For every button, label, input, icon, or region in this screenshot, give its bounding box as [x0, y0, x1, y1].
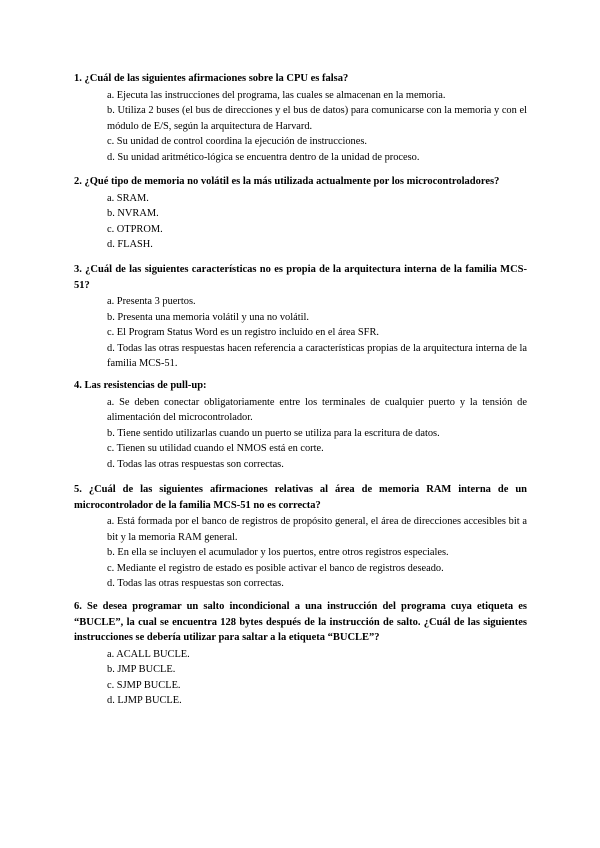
- question-4-option-c: c. Tienen su utilidad cuando el NMOS está en corte.: [107, 443, 324, 454]
- question-1-option-a: a. Ejecuta las instrucciones del programa, las cuales se almacenan en la memoria.: [107, 89, 446, 101]
- question-1-option-b: b. Utiliza 2 buses (el bus de direcciones y el bus de datos) para comunicarse con la memoria y con el módulo de E/S, según la arquitectura de Harvard.: [107, 105, 527, 132]
- question-5-option-c: c. Mediante el registro de estado es posible activar el banco de registros deseado.: [107, 562, 444, 574]
- question-4: [74, 378, 527, 472]
- question-6-text: 6. Se desea programar un salto incondicional a una instrucción del programa cuya etiqueta es “BUCLE”, la cual se encuentra 128 bytes después de la instrucción de salto. ¿Cuál de las siguientes instrucciones se debería utilizar para saltar a la etiqueta “BUCLE”?: [74, 601, 527, 643]
- question-3-option-a: a. Presenta 3 puertos.: [107, 296, 196, 307]
- question-3: [74, 262, 527, 372]
- question-1-text: 1. ¿Cuál de las siguientes afirmaciones sobre la CPU es falsa?: [74, 73, 349, 84]
- question-4-option-b: b. Tiene sentido utilizarlas cuando un puerto se utiliza para la escritura de datos.: [107, 427, 440, 439]
- question-6-option-a: a. ACALL BUCLE.: [107, 648, 190, 660]
- question-1: [74, 71, 527, 165]
- question-6-option-d: d. LJMP BUCLE.: [107, 695, 182, 706]
- question-2: [74, 174, 527, 253]
- question-5-option-d: d. Todas las otras respuestas son correctas.: [107, 578, 284, 589]
- question-6-option-b: b. JMP BUCLE.: [107, 664, 176, 675]
- question-4-option-a: a. Se deben conectar obligatoriamente entre los terminales de cualquier puerto y la tensión de alimentación del microcontrolador.: [107, 396, 527, 423]
- question-6: [74, 599, 527, 709]
- question-5-text: 5. ¿Cuál de las siguientes afirmaciones relativas al área de memoria RAM interna de un microcontrolador de la familia MCS-51 no es correcta?: [74, 484, 527, 511]
- question-1-option-c: c. Su unidad de control coordina la ejecución de instrucciones.: [107, 136, 367, 147]
- question-1-option-d: d. Su unidad aritmético-lógica se encuentra dentro de la unidad de proceso.: [107, 151, 420, 163]
- question-2-option-c: c. OTPROM.: [107, 223, 163, 235]
- question-2-option-b: b. NVRAM.: [107, 208, 159, 219]
- question-2-option-a: a. SRAM.: [107, 192, 149, 204]
- question-5-option-b: b. En ella se incluyen el acumulador y los puertos, entre otros registros especiales.: [107, 547, 449, 558]
- question-3-option-b: b. Presenta una memoria volátil y una no volátil.: [107, 311, 309, 323]
- question-5-option-a: a. Está formada por el banco de registros de propósito general, el área de direcciones accesibles bit a bit y la memoria RAM general.: [107, 516, 527, 543]
- question-5: [74, 482, 527, 592]
- question-6-option-c: c. SJMP BUCLE.: [107, 679, 181, 691]
- question-4-option-d: d. Todas las otras respuestas son correctas.: [107, 458, 284, 470]
- question-3-option-c: c. El Program Status Word es un registro incluido en el área SFR.: [107, 327, 379, 338]
- question-2-option-d: d. FLASH.: [107, 239, 153, 250]
- question-4-text: 4. Las resistencias de pull-up:: [74, 380, 207, 391]
- question-3-option-d: d. Todas las otras respuestas hacen referencia a características propias de la arquitectura interna de la familia MCS-51.: [107, 342, 527, 369]
- question-2-text: 2. ¿Qué tipo de memoria no volátil es la más utilizada actualmente por los microcontroladores?: [74, 176, 500, 187]
- question-3-text: 3. ¿Cuál de las siguientes características no es propia de la arquitectura interna de la familia MCS-51?: [74, 264, 527, 291]
